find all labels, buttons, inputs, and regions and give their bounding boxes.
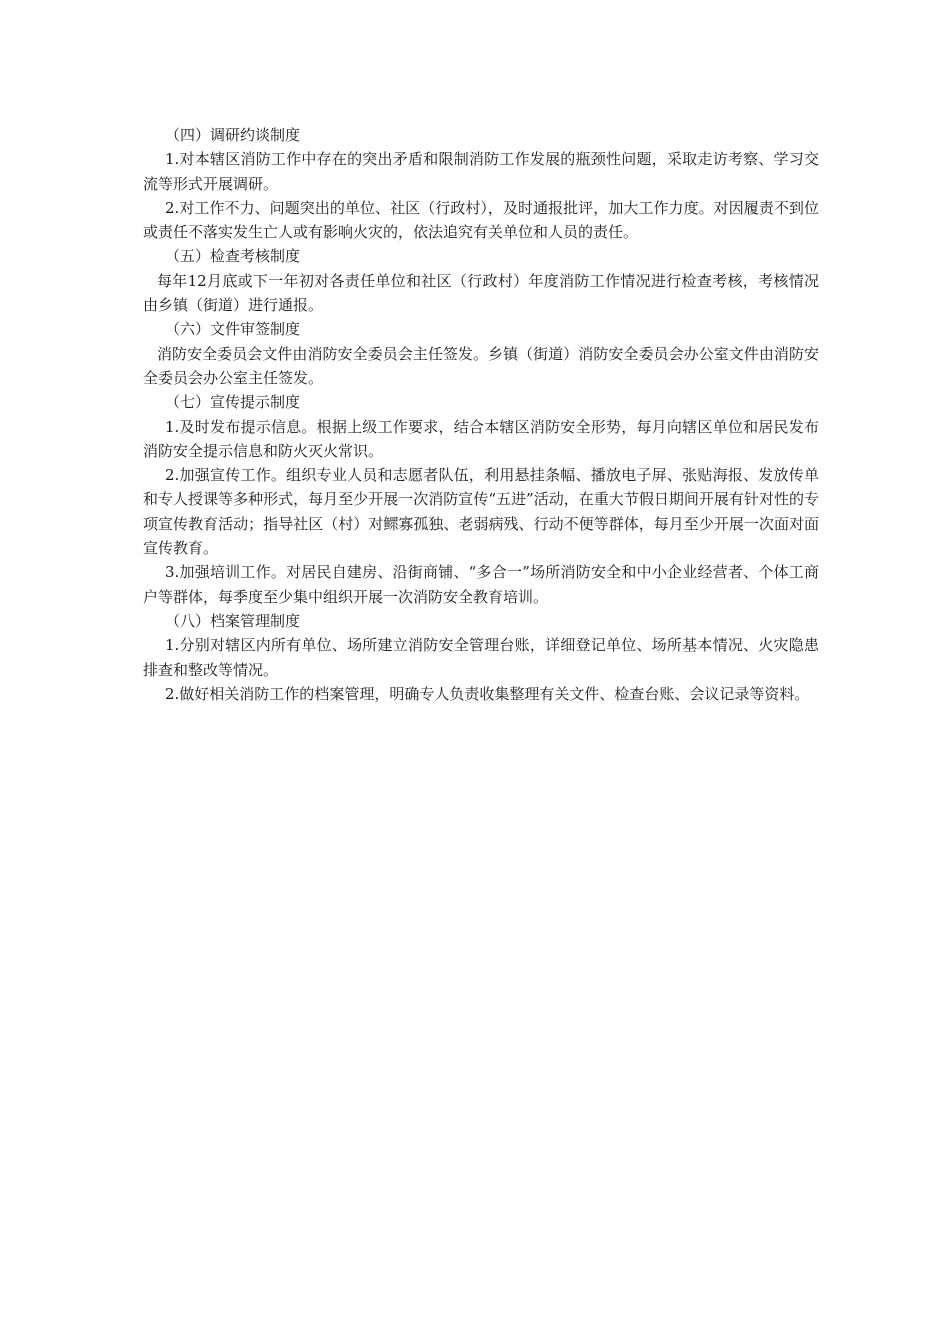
section-heading-publicity-reminder: （七）宣传提示制度 (165, 393, 301, 412)
paragraph-document-1: 消防安全委员会文件由消防安全委员会主任签发。乡镇（街道）消防安全委员会办公室文件由消防安全委员会办公室主任签发。 (143, 344, 819, 387)
paragraph-survey-2: 2.对工作不力、问题突出的单位、社区（行政村），及时通报批评，加大工作力度。对因履责不到位或责任不落实发生亡人或有影响火灾的，依法追究有关单位和人员的责任。 (143, 198, 819, 242)
paragraph-archive-1: 1.分别对辖区内所有单位、场所建立消防安全管理台账，详细登记单位、场所基本情况、火灾隐患排查和整改等情况。 (143, 636, 819, 679)
section-heading-inspection-assessment: （五）检查考核制度 (165, 247, 301, 266)
paragraph-publicity-2: 2.加强宣传工作。组织专业人员和志愿者队伍，利用悬挂条幅、播放电子屏、张贴海报、发放传单和专人授课等多种形式，每月至少开展一次消防宣传“五进”活动，在重大节假日期间开展有针对性的专项宣传教育活动；指导社区（村）对鳏寡孤独、老弱病残、行动不便等群体，每月至少开展一次面对面宣传教育。 (143, 466, 819, 558)
paragraph-publicity-3: 3.加强培训工作。对居民自建房、沿街商铺、“多合一”场所消防安全和中小企业经营者、个体工商户等群体，每季度至少集中组织开展一次消防安全教育培训。 (143, 563, 819, 606)
paragraph-publicity-1: 1.及时发布提示信息。根据上级工作要求，结合本辖区消防安全形势，每月向辖区单位和居民发布消防安全提示信息和防火灭火常识。 (143, 417, 819, 460)
paragraph-archive-2: 2.做好相关消防工作的档案管理，明确专人负责收集整理有关文件、检查台账、会议记录等资料。 (165, 684, 810, 703)
section-heading-survey-interview: （四）调研约谈制度 (165, 126, 301, 144)
section-heading-document-review: （六）文件审签制度 (165, 320, 301, 339)
paragraph-inspection-1: 每年12月底或下一年初对各责任单位和社区（行政村）年度消防工作情况进行检查考核，考核情况由乡镇（街道）进行通报。 (143, 271, 819, 315)
paragraph-survey-1: 1.对本辖区消防工作中存在的突出矛盾和限制消防工作发展的瓶颈性问题，采取走访考察、学习交流等形式开展调研。 (143, 150, 819, 193)
document-body (143, 123, 819, 706)
section-heading-archive-management: （八）档案管理制度 (165, 611, 301, 630)
